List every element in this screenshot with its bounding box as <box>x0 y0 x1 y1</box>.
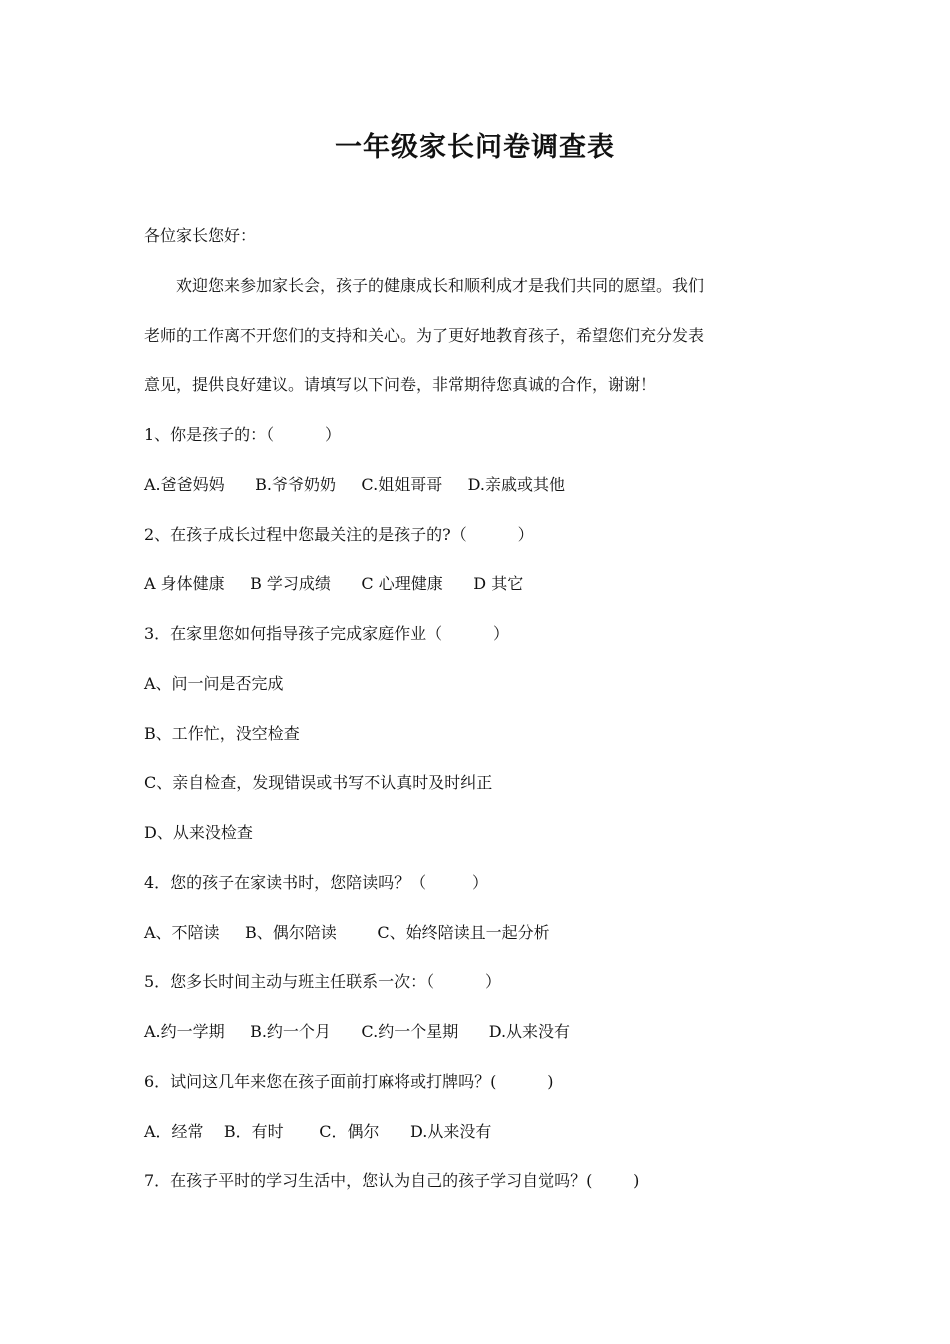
intro-line-3: 意见，提供良好建议。请填写以下问卷，非常期待您真诚的合作，谢谢！ <box>144 375 657 394</box>
intro-line-1: 欢迎您来参加家长会，孩子的健康成长和顺利成才是我们共同的愿望。我们 <box>176 276 705 295</box>
question-4: 4．您的孩子在家读书时，您陪读吗？（ ） <box>144 873 488 892</box>
intro-line-2: 老师的工作离不开您们的支持和关心。为了更好地教育孩子，希望您们充分发表 <box>144 326 705 345</box>
question-2: 2、在孩子成长过程中您最关注的是孩子的?（ ） <box>144 525 534 544</box>
question-3-option-d: D、从来没检查 <box>144 823 253 842</box>
question-6-options: A．经常 B．有时 C．偶尔 D.从来没有 <box>144 1122 492 1141</box>
question-5-options: A.约一学期 B.约一个月 C.约一个星期 D.从来没有 <box>144 1022 571 1041</box>
question-4-options: A、不陪读 B、偶尔陪读 C、始终陪读且一起分析 <box>144 923 550 942</box>
greeting: 各位家长您好： <box>144 226 257 245</box>
question-3-option-c: C、亲自检查，发现错误或书写不认真时及时纠正 <box>144 773 493 792</box>
question-1-options: A.爸爸妈妈 B.爷爷奶奶 C.姐姐哥哥 D.亲戚或其他 <box>144 475 565 494</box>
question-2-options: A 身体健康 B 学习成绩 C 心理健康 D 其它 <box>144 574 524 593</box>
question-3-option-b: B、工作忙，没空检查 <box>144 724 300 743</box>
question-5: 5．您多长时间主动与班主任联系一次：（ ） <box>144 972 502 991</box>
question-7: 7．在孩子平时的学习生活中，您认为自己的孩子学习自觉吗？( ) <box>144 1171 640 1190</box>
question-3: 3．在家里您如何指导孩子完成家庭作业（ ） <box>144 624 510 643</box>
page-title: 一年级家长问卷调查表 <box>335 132 615 163</box>
question-3-option-a: A、问一问是否完成 <box>144 674 284 693</box>
question-6: 6．试问这几年来您在孩子面前打麻将或打牌吗？( ) <box>144 1072 554 1091</box>
question-1: 1、你是孩子的：（ ） <box>144 425 342 444</box>
